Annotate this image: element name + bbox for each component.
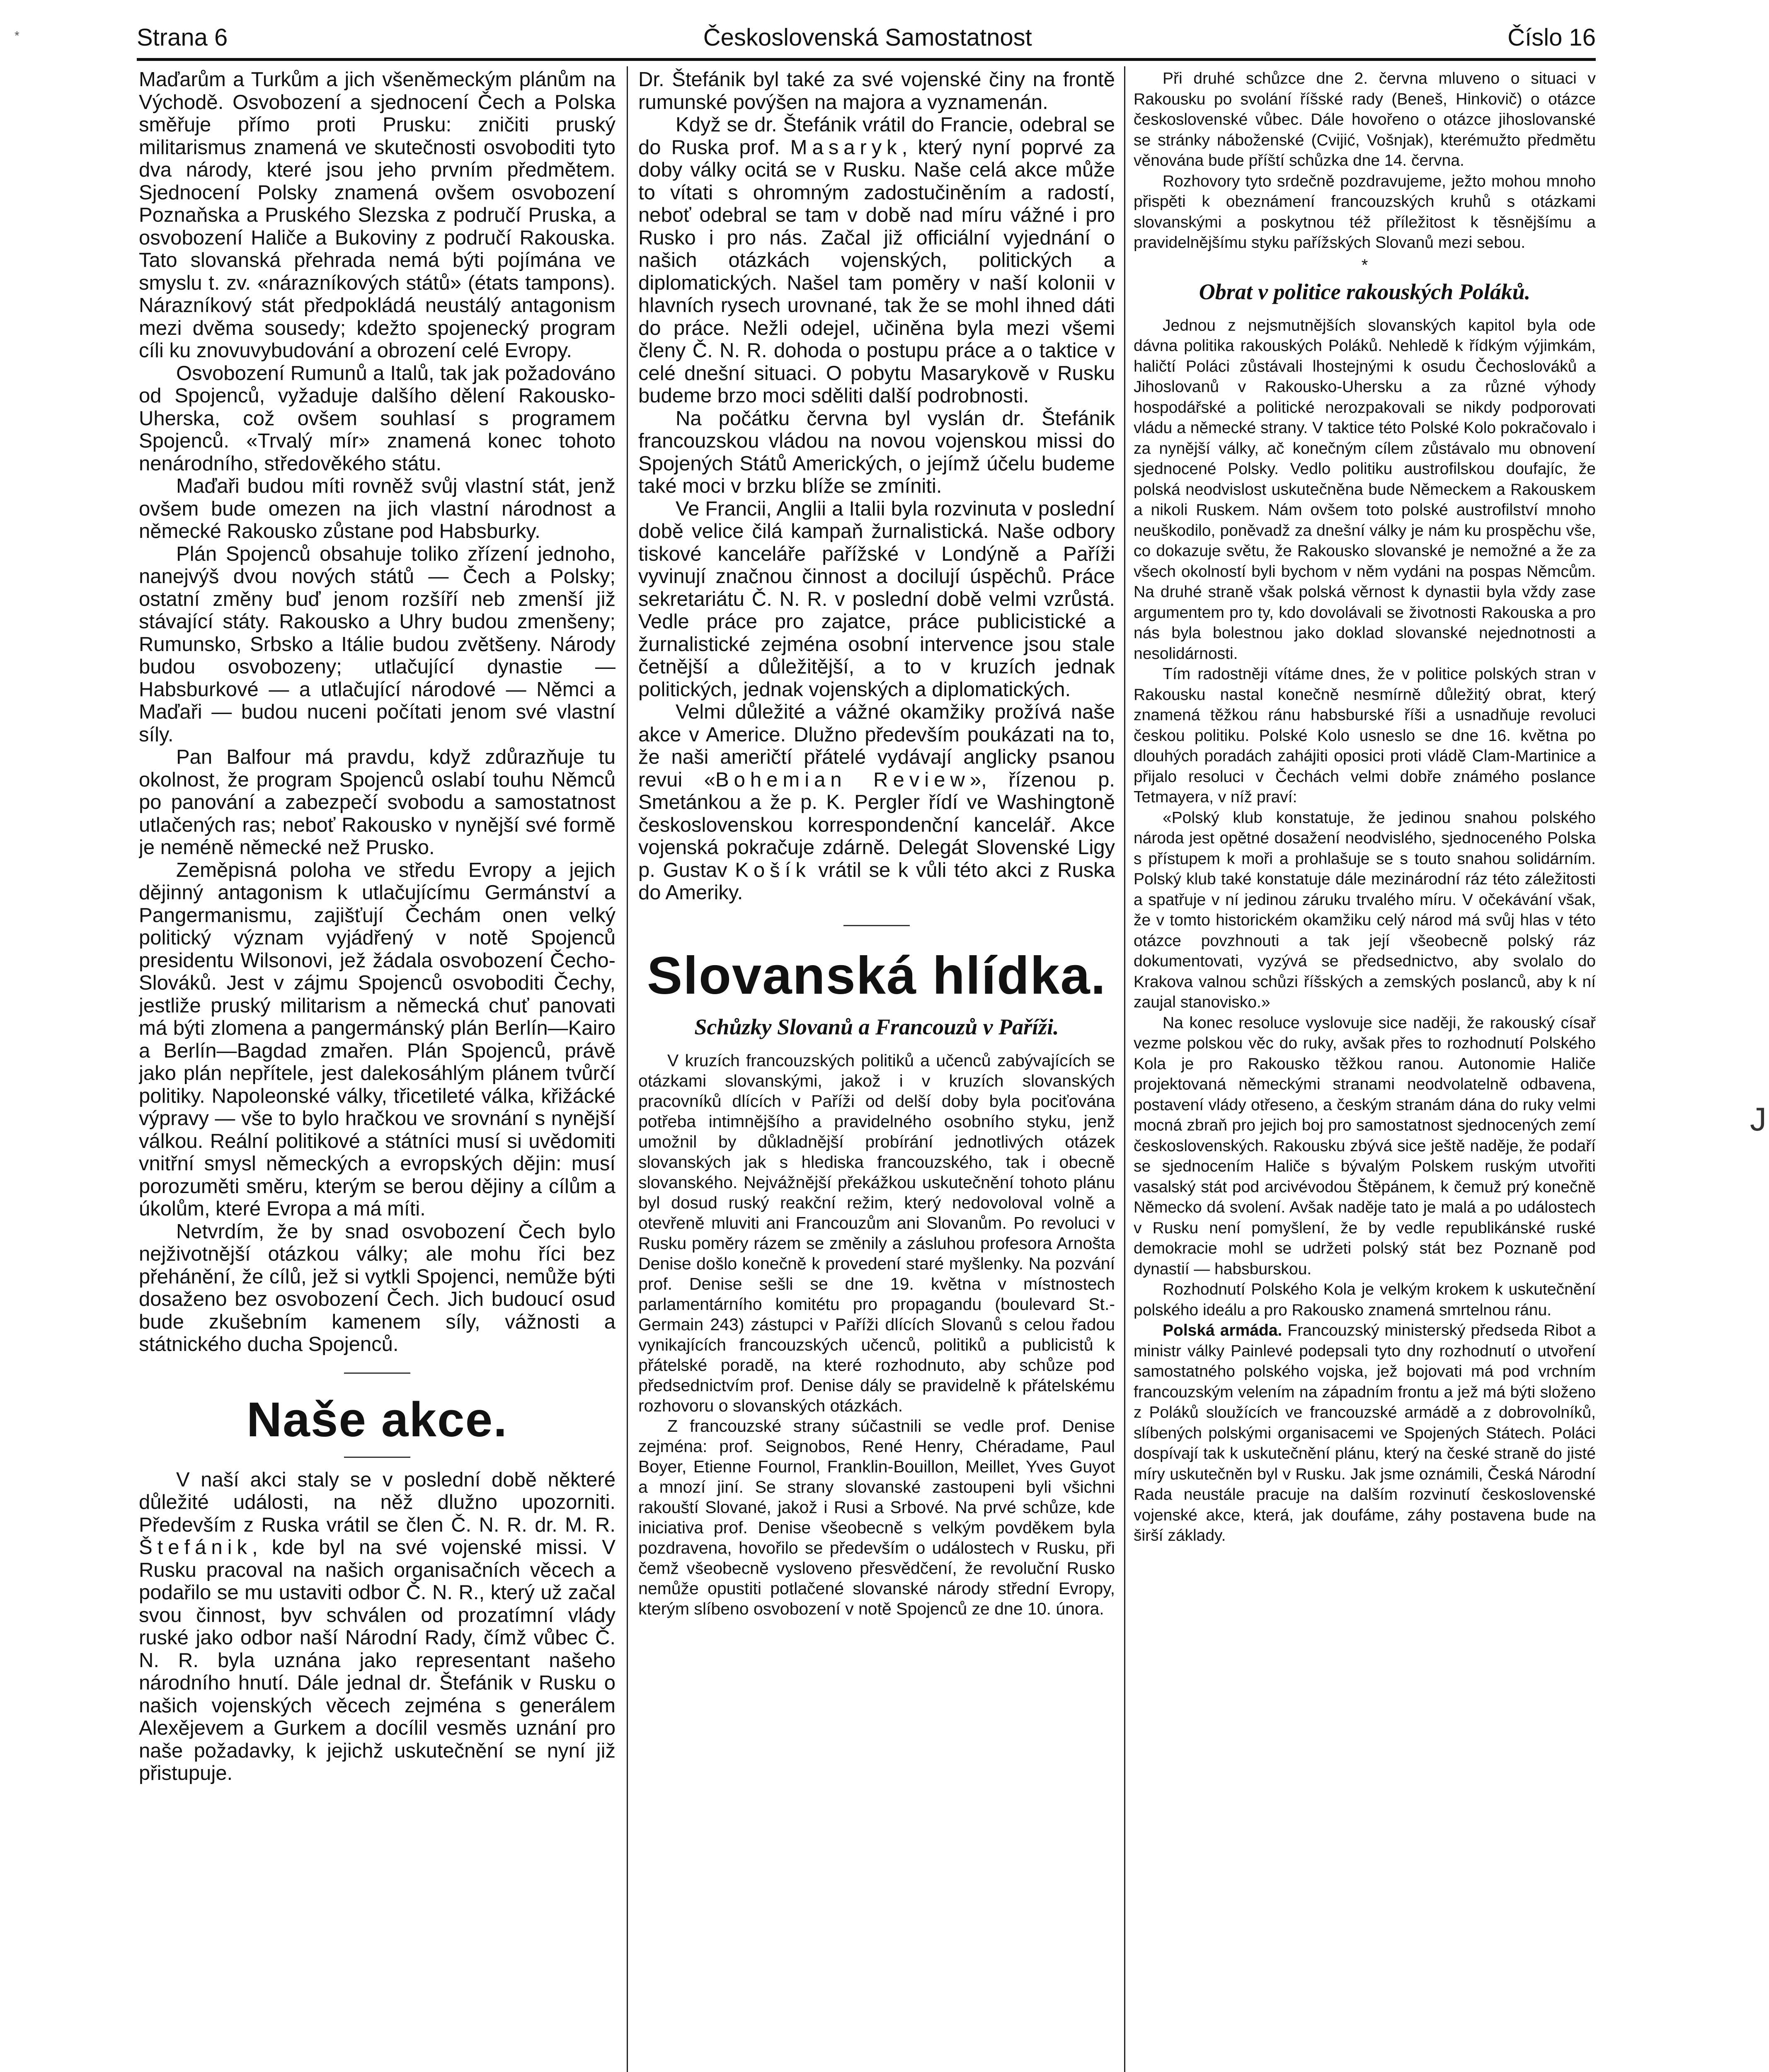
section-star: *	[1361, 256, 1368, 274]
newspaper-title: Československá Samostatnost	[703, 24, 1032, 51]
section-body	[638, 1051, 1115, 1619]
article-paragraph: Netvrdím, že by snad osvobození Čech bylo nejživotnější otázkou války; ale mohu říci bez přehánění, že cílů, jež si vytkli Spojenci, nemůže býti dosaženo bez osvobození Čech. Jich budoucí osud bude zkušebním kamenem síly, vážnosti a státnického ducha Spojenců.	[139, 1220, 616, 1356]
article-paragraph: Ve Francii, Anglii a Italii byla rozvinuta v poslední době velice čilá kampaň žurnalistická. Naše odbory tiskové kanceláře pařížské v Londýně a Paříži vyvinují značnou činnost a docilují úspěchů. Práce sekretariátu Č. N. R. v poslední době velmi vzrůstá. Vedle práce pro zajatce, práce publicistické a žurnalistické zejména osobní intervence jsou stale četnější a důležitější, a to v kruzích jednak politických, jednak vojenských a diplomatických.	[638, 497, 1115, 701]
heading-slovanska-hlidka: Slovanská hlídka.	[647, 946, 1107, 1005]
margin-edge-mark: J	[1750, 1101, 1767, 1138]
section-rule	[843, 925, 910, 926]
article-paragraph: V naší akci staly se v poslední době některé důležité události, na něž dlužno upozorniti. Především z Ruska vrátil se člen Č. N. R. dr. M. R. Štefánik, kde byl na své vojenské missi. V Rusku pracoval na našich organisačních věcech a podařilo se mu ustaviti odbor Č. N. R., který už začal svou činnost, byv schválen od prozatímní vlády ruské jako odbor naší Národní Rady, čímž vůbec Č. N. R. byla uznána jako representant našeho národního hnutí. Dále jednal dr. Štefánik v Rusku o našich vojenských věcech zejména s generálem Alexějevem a Gurkem a docílil vesměs uznání pro naše požadavky, k jejichž uskutečnění se nyní již přistupuje.	[139, 1468, 616, 1784]
subheading-schuzky: Schůzky Slovanů a Francouzů v Paříži.	[694, 1014, 1059, 1039]
column-3	[1134, 68, 1596, 2072]
article-paragraph: Tím radostněji vítáme dnes, že v politice polských stran v Rakousku nastal konečně nesmírně důležitý obrat, který znamená těžkou ránu habsburské říši a usnadňuje revoluci českou politiku. Polské Kolo usneslo se dne 16. května po dlouhých poradách zahájiti oposici proti vládě Clam-Martinice a přijalo resoluci v Čechách velmi dobře známého poslance Tetmayera, v níž praví:	[1134, 665, 1596, 806]
heading-obrat: Obrat v politice rakouských Poláků.	[1199, 279, 1531, 304]
article-paragraph: Jednou z nejsmutnějších slovanských kapitol byla ode dávna politika rakouských Poláků. Nehledě k řídkým výjimkám, haličtí Poláci zůstávali lhostejnými k osudu Čechoslováků a Jihoslovanů v Rakousko-Uhersku a za různé výhody hospodářské a politické nerozpakovali se nikdy podporovati vládu a německé strany. V taktice této Polské Kolo pokračovalo i za nynější války, ač konečným cílem zůstávalo mu obnovení sjednocené Polsky. Vedlo politiku austrofilskou doufajíc, že polská neodvislost uskutečněna bude Německem a Rakouskem a nikoli Ruskem. Nám ovšem toto polské austrofilství mnoho neuškodilo, poněvadž za dnešní války je nám ku prospěchu vše, co dokazuje světu, že Rakousko slovanské je nemožné a že za všech okolností byli bychom v něm vydáni na pospas Němcům. Na druhé straně však polská věrnost k dynastii byla vždy zase argumentem pro ty, kdo dovolávali se životnosti Rakouska a pro nás byla bolestnou jako doklad slovanské nejednotnosti a nesolidárnosti.	[1134, 316, 1596, 663]
header-rule	[137, 58, 1596, 61]
margin-asterisk: *	[15, 29, 19, 43]
article-paragraph: Z francouzské strany súčastnili se vedle prof. Denise zejména: prof. Seignobos, René Henry, Chéradame, Paul Boyer, Etienne Fournol, Franklin-Bouillon, Meillet, Yves Guyot a mnozí jiní. Se strany slovanské zastoupeni byli všichni rakouští Slované, jakož i Rusi a Srbové. Na prvé schůze, kde iniciativa prof. Denise všeobecně s velkým povděkem byla pozdravena, hovořilo se především o událostech v Rusku, při čemž všeobecně vysloveno přesvědčení, že revoluční Rusko nemůže opustiti potlačené slovanské národy střední Evropy, kterým slíbeno osvobození v notě Spojenců ze dne 10. února.	[638, 1416, 1115, 1618]
heading-nase-akce: Naše akce.	[246, 1392, 508, 1447]
section-rule	[344, 1457, 410, 1458]
page-header	[137, 19, 1596, 56]
article-paragraph: Když se dr. Štefánik vrátil do Francie, odebral se do Ruska prof. Masaryk, který nyní poprvé za doby války ocitá se v Rusku. Naše celá akce může to vítati s ohromným zadostučiněním a radostí, neboť odebral se tam v době nad míru vážné i pro Rusko i pro nás. Začal již officiální vyjednání o našich otázkách vojenských, politických a diplomatických. Našel tam poměry v naší kolonii v hlavních rysech urovnané, tak že se mohl ihned dáti do práce. Nežli odejel, učiněna byla mezi všemi členy Č. N. R. dohoda o postupu práce a o taktice v celé dnešní situaci. O pobytu Masarykově v Rusku budeme brzo moci sděliti další podrobnosti.	[638, 114, 1115, 407]
article-paragraph: Zeměpisná poloha ve středu Evropy a jejich dějinný antagonism k utlačujícímu Germánství a Pangermanismu, zajišťují Čechám onen velký politický význam vyjádřený v notě Spojenců presidentu Wilsonovi, jež žádala osvobození Čecho-Slováků. Jest v zájmu Spojenců osvoboditi Čechy, jestliže pruský militarism a německá chuť panovati má býti zlomena a pangermánský plán Berlín—Kairo a Berlín—Bagdad zmařen. Plán Spojenců, právě jako plán nepřítele, jest dalekosáhlým plánem tvůrčí politiky. Napoleonské války, třicetileté válka, křižácké výpravy — vše to bylo hračkou ve srovnání s nynější válkou. Reální politikové a státníci musí si uvědomiti vnitřní smysl německých a evropských dějin: musí porozuměti směru, kterým se berou dějiny a cílům a úkolům, které Evropa a má míti.	[139, 859, 616, 1220]
article-paragraph: Na konec resoluce vyslovuje sice naději, že rakouský císař vezme polskou věc do ruky, avšak přes to rozhodnutí Polského Kola je pro Rakousko těžkou ranou. Autonomie Haliče projektovaná německými stranami neodvolatelně odbavena, postavení vlády otřeseno, a českým stranám dána do ruky velmi mocná zbraň pro jejich boj pro samostatnost sjednocených zemí československých. Rakousku zbývá sice ještě naděje, že podaří se sjednocením Haliče s bývalým Polskem ruským utvořiti vasalský stát pod arcivévodou Štěpánem, k čemuž prý konečně Německo dá svolení. Avšak naděje tato je malá a po událostech v Rusku není pomyšlení, že by vedle republikánské ruské demokracie mohl se udržeti polský stát bez Poznaně pod dynastií — habsburskou.	[1134, 1014, 1596, 1278]
column-2	[638, 68, 1115, 2072]
article-paragraph: Dr. Štefánik byl také za své vojenské činy na frontě rumunské povýšen na majora a vyznamenán.	[638, 68, 1115, 114]
article-paragraph: Plán Spojenců obsahuje toliko zřízení jednoho, nanejvýš dvou nových států — Čech a Polsky; ostatní změny buď jenom rozšíří neb zmenší již stávající státy. Rakousko a Uhry budou zmenšeny; Rumunsko, Srbsko a Itálie budou zvětšeny. Národy budou osvobozeny; utlačující dynastie — Habsburkové — a utlačující národové — Němci a Maďaři — budou nuceni počítati jenom své vlastní síly.	[139, 542, 616, 746]
lead-in: Polská armáda.	[1163, 1322, 1282, 1339]
article-paragraph: Rozhodnutí Polského Kola je velkým krokem k uskutečnění polského ideálu a pro Rakousko znamená smrtelnou ránu.	[1134, 1280, 1596, 1319]
article-paragraph: Maďaři budou míti rovněž svůj vlastní stát, jenž ovšem bude omezen na jich vlastní národnost a německé Rakousko zůstane pod Habsburky.	[139, 475, 616, 542]
issue-number: Číslo 16	[1507, 24, 1596, 51]
section-rule	[344, 1372, 410, 1374]
article-paragraph: Polská armáda. Francouzský ministerský předseda Ribot a ministr války Painlevé podepsali tyto dny rozhodnutí o utvoření samostatného polského vojska, jež bojovati má pod vrchním francouzským velením na západním frontu a jež má býti složeno z Poláků sloužících ve francouzské armádě a z dobrovolníků, slíbených polskými organisacemi ve Spojených Státech. Poláci dospívají tak k uskutečnění plánu, který na české straně do jisté míry uskutečněn byl v Rusku. Jak jsme oznámili, Česká Národní Rada neustále pracuje na dalším rozvinutí československé vojenské akce, která, jak doufáme, záhy postavena bude na širší základy.	[1134, 1322, 1596, 1544]
column-divider-2	[1124, 66, 1125, 2072]
article-paragraph: Pan Balfour má pravdu, když zdůrazňuje tu okolnost, že program Spojenců oslabí touhu Němců po panování a zabezpečí svobodu a samostatnost utlačených ras; neboť Rakousko v nynější své formě je neméně německé než Prusko.	[139, 746, 616, 859]
column-divider-1	[627, 66, 628, 2072]
article-paragraph: Velmi důležité a vážné okamžiky prožívá naše akce v Americe. Dlužno především poukázati na to, že naši američtí přátelé vydávají anglicky psanou revui «Bohemian Review», řízenou p. Smetánkou a že p. K. Pergler řídí ve Washingtoně československou korrespondenční kancelář. Akce vojenská pokračuje zdárně. Delegát Slovenské Ligy p. Gustav Košík vrátil se k vůli této akci z Ruska do Ameriky.	[638, 701, 1115, 904]
column-1	[139, 68, 616, 2072]
page-number: Strana 6	[137, 24, 228, 51]
article-paragraph: Na počátku června byl vyslán dr. Štefánik francouzskou vládou na novou vojenskou missi do Spojených Států Amerických, o jejímž účelu budeme také moci v brzku blíže se zmíniti.	[638, 407, 1115, 497]
article-paragraph: Rozhovory tyto srdečně pozdravujeme, ježto mohou mnoho přispěti k obeznámení francouzských kruhů s otázkami slovanskými a poskytnou též příležitost k těsnějšímu a pravidelnějšímu styku pařížských Slovanů mezi sebou.	[1134, 172, 1596, 252]
article-paragraph: Osvobození Rumunů a Italů, tak jak požadováno od Spojenců, vyžaduje dalšího dělení Rakousko-Uherska, což ovšem souhlasí s programem Spojenců. «Trvalý mír» znamená konec tohoto nenárodního, středověkého státu.	[139, 362, 616, 475]
article-paragraph: V kruzích francouzských politiků a učenců zabývajících se otázkami slovanskými, jakož i v kruzích slovanských pracovníků dlících v Paříži od delší doby byla pociťována potřeba intimnějšího a pravidelného osobního styku, jenž umožnil by důkladnější probírání jednotlivých otázek slovanských jak s hlediska francouzského, tak i obecně slovanského. Nejvážnější překážkou uskutečnění tohoto plánu byl dosud ruský reakční režim, který nedovoloval volně a otevřeně mluviti ani Francouzům ani Slovanům. Po revoluci v Rusku poměry rázem se změnily a zásluhou profesora Arnošta Denise došlo konečně k provedení staré myšlenky. Na pozvání prof. Denise sešli se dne 19. května v místnostech parlamentárního komitétu pro propagandu (boulevard St.-Germain 243) zástupci v Paříži dlících Slovanů s celou řadou vynikajících francouzských učenců, politiků a publicistů k přátelské poradě, na které rozhodnuto, aby schůze pod předsednictvím prof. Denise dály se pravidelně k přátelskému rozhovoru o slovanských otázkách.	[638, 1051, 1115, 1415]
article-paragraph: Maďarům a Turkům a jich všeněmeckým plánům na Východě. Osvobození a sjednocení Čech a Polska směřuje přímo proti Prusku: zničiti pruský militarismus znamená ve skutečnosti osvoboditi tyto dva národy, které jsou jeho prvním předmětem. Sjednocení Polsky znamená ovšem osvobození Poznaňska a Pruského Slezska z područí Pruska, a osvobození Haliče a Bukoviny z područí Rakouska. Tato slovanská přehrada nemá býti pojímána ve smyslu t. zv. «nárazníkových států» (états tampons). Nárazníkový stát předpokládá neustálý antagonism mezi dvěma sousedy; kdežto spojenecký program cíli ku znovuvybudování a obrození celé Evropy.	[139, 68, 616, 362]
article-paragraph: «Polský klub konstatuje, že jedinou snahou polského národa jest opětné dosažení neodvislého, sjednoceného Polska s přístupem k moři a prohlašuje se s touto snahou solidárním. Polský klub také konstatuje dále mezinárodní ráz této záležitosti a spatřuje v ní jedinou záruku trvalého míru. V očekávání však, že v tomto historickém okamžiku celý národ má svůj hlas v této otázce povzhnouti a tak její všeobecně polský ráz dokumentovati, vyzývá se předsednictvo, aby svolalo do Krakova valnou schůzi říšských a zemských poslanců, aby k ní zaujal stanovisko.»	[1134, 808, 1596, 1011]
article-paragraph: Při druhé schůzce dne 2. června mluveno o situaci v Rakousku po svolání říšské rady (Beneš, Hinkovič) o otázce československé vůbec. Dále hovořeno o otázce jihoslovanské se stránky náboženské (Cvijić, Vošnjak), kterémužto předmětu věnována bude příští schůzka dne 14. června.	[1134, 70, 1596, 169]
